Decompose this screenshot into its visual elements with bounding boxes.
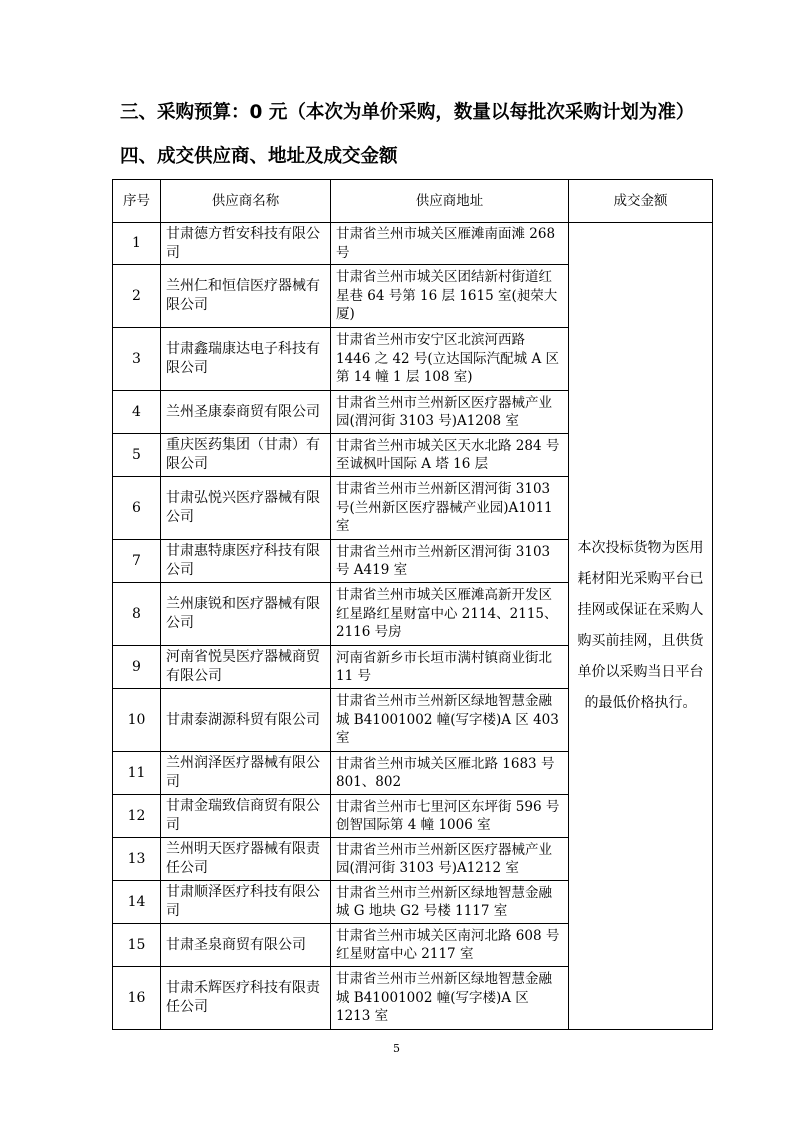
supplier-address: 甘肃省兰州市兰州新区绿地智慧金融城 G 地块 G2 号楼 1117 室: [331, 881, 569, 924]
supplier-address: 河南省新乡市长垣市满村镇商业街北 11 号: [331, 646, 569, 689]
header-amount: 成交金额: [569, 180, 713, 223]
supplier-address: 甘肃省兰州市城关区雁北路 1683 号 801、802: [331, 752, 569, 795]
supplier-name: 兰州仁和恒信医疗器械有限公司: [161, 265, 331, 328]
supplier-name: 甘肃圣泉商贸有限公司: [161, 924, 331, 967]
amount-note: 本次投标货物为医用耗材阳光采购平台已挂网或保证在采购人购买前挂网，且供货单价以采购当日平台的最低价格执行。: [569, 223, 713, 1030]
supplier-address: 甘肃省兰州市兰州新区医疗器械产业园(渭河街 3103 号)A1212 室: [331, 838, 569, 881]
header-supplier-name: 供应商名称: [161, 180, 331, 223]
supplier-address: 甘肃省兰州市兰州新区绿地智慧金融城 B41001002 幢(写字楼)A 区 1213 室: [331, 967, 569, 1030]
supplier-address: 甘肃省兰州市城关区团结新村街道红星巷 64 号第 16 层 1615 室(昶荣大厦): [331, 265, 569, 328]
row-index: 15: [113, 924, 161, 967]
supplier-name: 兰州明天医疗器械有限责任公司: [161, 838, 331, 881]
supplier-name: 甘肃德方哲安科技有限公司: [161, 223, 331, 265]
supplier-address: 甘肃省兰州市城关区南河北路 608 号红星财富中心 2117 室: [331, 924, 569, 967]
row-index: 16: [113, 967, 161, 1030]
row-index: 14: [113, 881, 161, 924]
supplier-address: 甘肃省兰州市城关区天水北路 284 号至诚枫叶国际 A 塔 16 层: [331, 434, 569, 477]
supplier-address: 甘肃省兰州市兰州新区绿地智慧金融城 B41001002 幢(写字楼)A 区 403 室: [331, 689, 569, 752]
row-index: 6: [113, 477, 161, 540]
header-index: 序号: [113, 180, 161, 223]
table-header-row: [113, 180, 713, 223]
row-index: 13: [113, 838, 161, 881]
supplier-name: 甘肃泰湖源科贸有限公司: [161, 689, 331, 752]
supplier-table: [112, 179, 713, 1030]
supplier-name: 河南省悦昊医疗器械商贸有限公司: [161, 646, 331, 689]
supplier-name: 甘肃金瑞致信商贸有限公司: [161, 795, 331, 838]
row-index: 1: [113, 223, 161, 265]
supplier-name: 兰州圣康泰商贸有限公司: [161, 391, 331, 434]
supplier-name: 兰州润泽医疗器械有限公司: [161, 752, 331, 795]
row-index: 5: [113, 434, 161, 477]
section-heading: 四、成交供应商、地址及成交金额: [120, 146, 398, 167]
supplier-address: 甘肃省兰州市兰州新区渭河街 3103 号(兰州新区医疗器械产业园)A1011 室: [331, 477, 569, 540]
row-index: 3: [113, 328, 161, 391]
supplier-address: 甘肃省兰州市城关区雁滩南面滩 268 号: [331, 223, 569, 265]
supplier-address: 甘肃省兰州市安宁区北滨河西路 1446 之 42 号(立达国际汽配城 A 区第 14 幢 1 层 108 室): [331, 328, 569, 391]
page-number: 5: [393, 1042, 400, 1055]
row-index: 4: [113, 391, 161, 434]
supplier-address: 甘肃省兰州市兰州新区渭河街 3103 号 A419 室: [331, 540, 569, 583]
row-index: 8: [113, 583, 161, 646]
row-index: 2: [113, 265, 161, 328]
row-index: 10: [113, 689, 161, 752]
supplier-name: 重庆医药集团（甘肃）有限公司: [161, 434, 331, 477]
row-index: 9: [113, 646, 161, 689]
row-index: 12: [113, 795, 161, 838]
header-supplier-address: 供应商地址: [331, 180, 569, 223]
table-body: [113, 223, 713, 1030]
supplier-name: 甘肃惠特康医疗科技有限公司: [161, 540, 331, 583]
supplier-address: 甘肃省兰州市城关区雁滩高新开发区红星路红星财富中心 2114、2115、2116 号房: [331, 583, 569, 646]
supplier-name: 甘肃顺泽医疗科技有限公司: [161, 881, 331, 924]
supplier-name: 甘肃禾辉医疗科技有限责任公司: [161, 967, 331, 1030]
supplier-address: 甘肃省兰州市兰州新区医疗器械产业园(渭河街 3103 号)A1208 室: [331, 391, 569, 434]
supplier-name: 兰州康锐和医疗器械有限公司: [161, 583, 331, 646]
budget-heading: 三、采购预算：0 元（本次为单价采购，数量以每批次采购计划为准）: [120, 102, 695, 123]
supplier-address: 甘肃省兰州市七里河区东坪街 596 号创智国际第 4 幢 1006 室: [331, 795, 569, 838]
supplier-name: 甘肃弘悦兴医疗器械有限公司: [161, 477, 331, 540]
row-index: 7: [113, 540, 161, 583]
row-index: 11: [113, 752, 161, 795]
supplier-name: 甘肃鑫瑞康达电子科技有限公司: [161, 328, 331, 391]
table-row: [113, 223, 713, 265]
